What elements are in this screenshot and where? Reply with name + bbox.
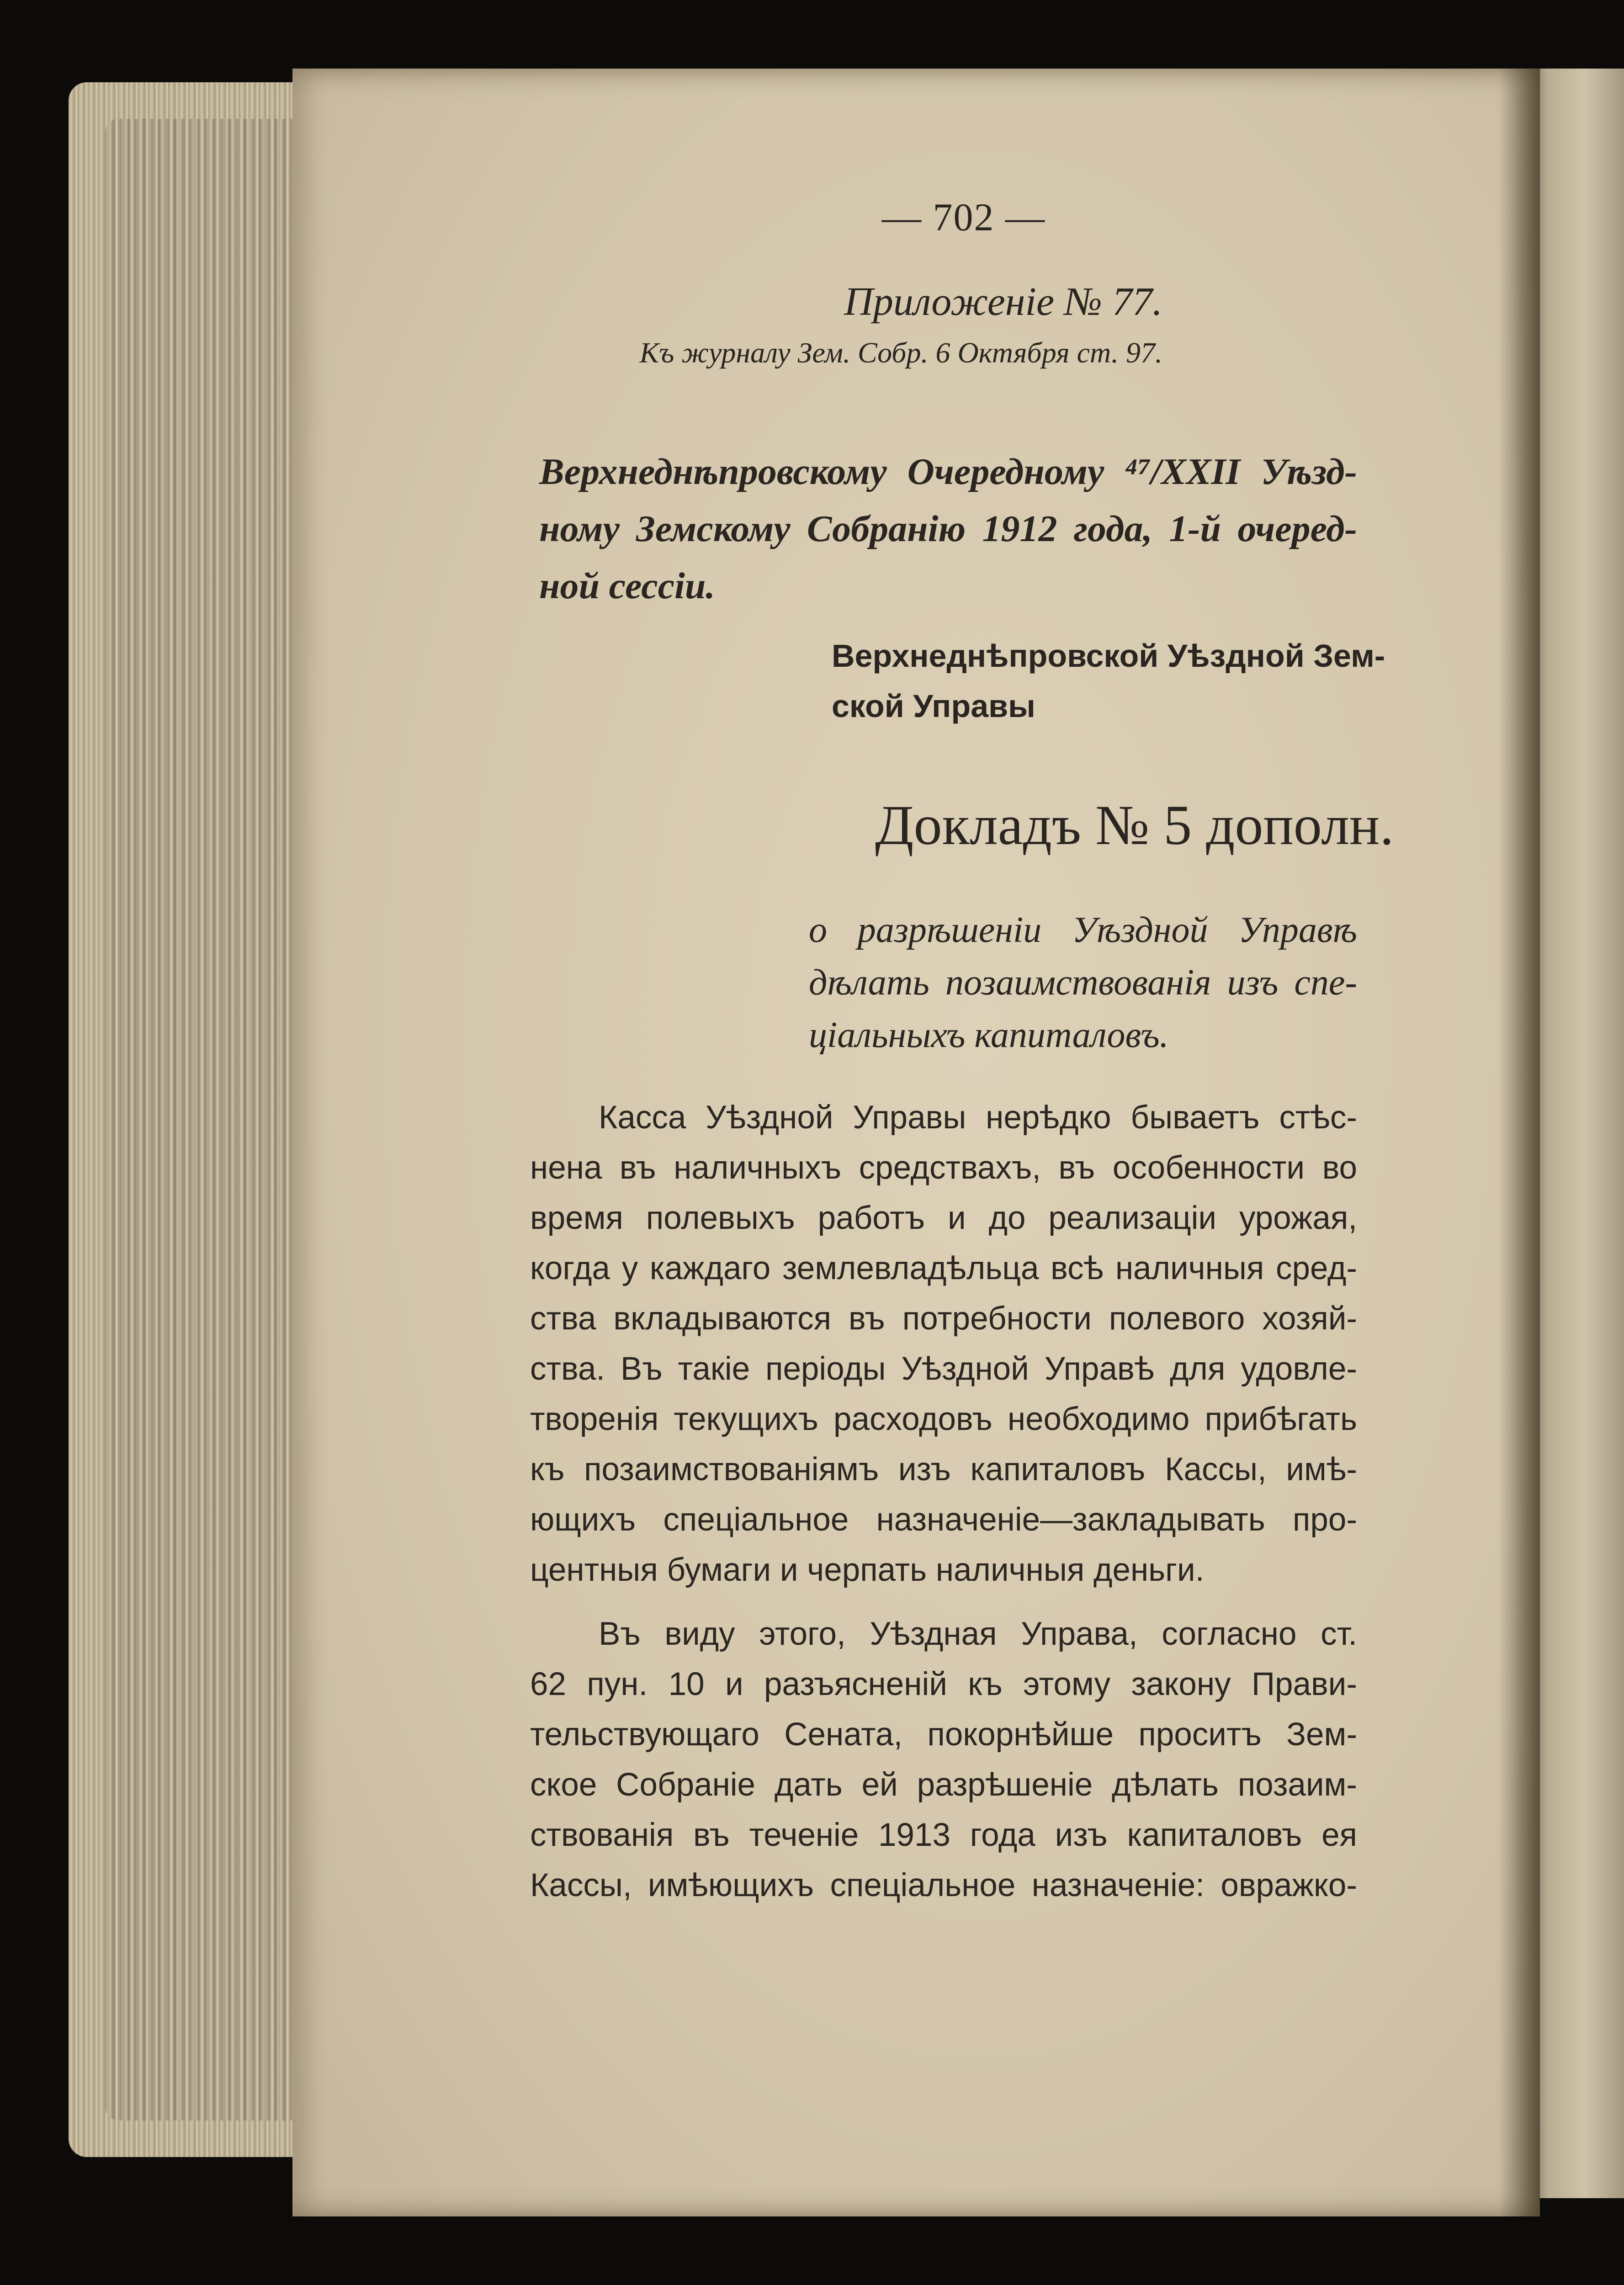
document-title: Докладъ № 5 дополн. xyxy=(875,794,1394,856)
addressee-line: ному Земскому Собранію 1912 года, 1-й очеред- xyxy=(539,508,1357,549)
body-line: Кассы, имѣющихъ спеціальное назначеніе: овражко- xyxy=(530,1867,1357,1903)
body-line: тельствующаго Сената, покорнѣйше проситъ Зем- xyxy=(530,1716,1357,1753)
subject-line: о разрѣшеніи Уѣздной Управѣ xyxy=(809,910,1357,950)
body-line: Касса Уѣздной Управы нерѣдко бываетъ стѣс- xyxy=(599,1100,1357,1136)
body-line: время полевыхъ работъ и до реализаціи урожая, xyxy=(530,1200,1357,1236)
book-page-edges-shading xyxy=(105,119,297,2120)
page-gutter-shadow xyxy=(1499,69,1540,2216)
body-line: центныя бумаги и черпать наличныя деньги. xyxy=(530,1552,1205,1588)
body-line: ства вкладываются въ потребности полевого хозяй- xyxy=(530,1301,1357,1337)
body-line: когда у каждаго землевладѣльца всѣ наличныя сред- xyxy=(530,1250,1357,1286)
body-line: ское Собраніе дать ей разрѣшеніе дѣлать позаим- xyxy=(530,1767,1357,1803)
body-line: къ позаимствованіямъ изъ капиталовъ Кассы, имѣ- xyxy=(530,1451,1357,1488)
body-line: творенія текущихъ расходовъ необходимо прибѣгать xyxy=(530,1401,1357,1437)
sender-line: ской Управы xyxy=(832,688,1035,724)
body-line: нена въ наличныхъ средствахъ, въ особенности во xyxy=(530,1150,1357,1186)
subject-line: ціальныхъ капиталовъ. xyxy=(809,1015,1169,1055)
body-line: 62 пун. 10 и разъясненій къ этому закону Прави- xyxy=(530,1666,1357,1702)
body-line: Въ виду этого, Уѣздная Управа, согласно ст. xyxy=(599,1616,1357,1652)
addressee-line: ной сессіи. xyxy=(539,565,715,606)
body-line: ства. Въ такіе періоды Уѣздной Управѣ для удовле- xyxy=(530,1351,1357,1387)
body-line: ствованія въ теченіе 1913 года изъ капиталовъ ея xyxy=(530,1817,1357,1853)
appendix-subtitle: Къ журналу Зем. Собр. 6 Октября ст. 97. xyxy=(639,336,1162,369)
page-number: — 702 — xyxy=(882,195,1046,239)
subject-line: дѣлать позаимствованія изъ спе- xyxy=(809,962,1357,1003)
addressee-line: Верхнеднѣпровскому Очередному ⁴⁷/XXII Уѣзд- xyxy=(539,451,1357,492)
body-line: ющихъ спеціальное назначеніе—закладывать про- xyxy=(530,1502,1357,1538)
adjacent-page-edge xyxy=(1526,69,1624,2198)
sender-line: Верхнеднѣпровской Уѣздной Зем- xyxy=(832,638,1385,674)
appendix-title: Приложеніе № 77. xyxy=(844,280,1162,324)
